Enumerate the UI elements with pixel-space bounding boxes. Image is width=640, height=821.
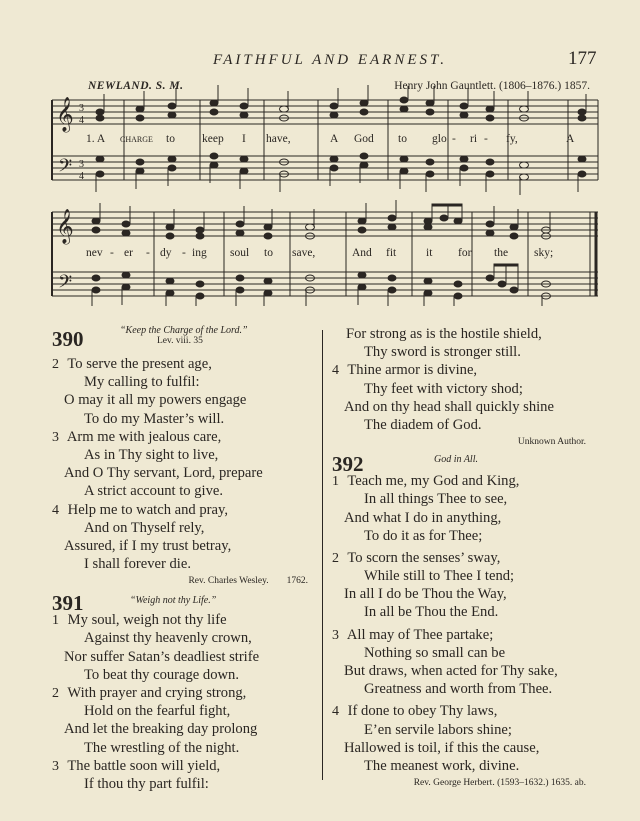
lyric-l2-6: - — [182, 247, 186, 259]
lyric-l2-11: And — [352, 247, 372, 259]
hymn-number: 391 — [52, 591, 84, 616]
verse-line: 3 The battle soon will yield, — [52, 757, 221, 774]
hymn-391-header — [52, 589, 314, 619]
lyric-l2-1: nev — [86, 247, 103, 259]
verse-line: The diadem of God. — [364, 416, 482, 433]
verse-line: Greatness and worth from Thee. — [364, 681, 553, 698]
verse-line: Hallowed is toil, if this the cause, — [344, 739, 540, 756]
verse-line: 3 Arm me with jealous care, — [52, 428, 222, 445]
svg-text:4: 4 — [79, 171, 84, 182]
hymn-title: God in All. — [434, 454, 478, 466]
hymn-number: 390 — [52, 327, 84, 351]
lyric-l1-6: have, — [266, 133, 291, 145]
hymn-392-header — [332, 450, 592, 477]
verse-line: And O Thy servant, Lord, prepare — [64, 465, 263, 482]
verse-line: To do it as for Thee; — [364, 527, 483, 544]
verse-line: To beat thy courage down. — [84, 666, 240, 683]
verse-line: To do my Master’s will. — [84, 410, 225, 427]
verse-line: Thy sword is stronger still. — [364, 344, 521, 361]
lyric-l2-12: fit — [386, 247, 397, 259]
tune-name: NEWLAND. S. M. — [88, 80, 184, 92]
barlines-2 — [154, 212, 596, 296]
verse-line: And on Thyself rely, — [84, 519, 205, 536]
lyric-l1-14: fy, — [506, 133, 518, 145]
system-2 — [52, 200, 598, 306]
hymn-number: 392 — [332, 452, 364, 477]
scripture-reference: Lev. viii. 35 — [157, 336, 203, 346]
lyric-l2-5: dy — [160, 247, 172, 259]
lyric-l2-7: ing — [192, 247, 207, 259]
verse-line: If thou thy part fulfil: — [84, 775, 209, 792]
lyric-l1-4: keep — [202, 133, 224, 145]
bass-staff-1 — [52, 156, 598, 180]
verse-line: E’en servile labors shine; — [364, 721, 512, 738]
verse-line: I shall forever die. — [84, 556, 191, 573]
verse-line: While still to Thee I tend; — [364, 568, 515, 585]
lyric-l1-15: A — [566, 133, 575, 145]
verse-line: For strong as is the hostile shield, — [346, 326, 542, 342]
verse-line: Nothing so small can be — [364, 644, 506, 661]
verse-line: 4 Thine armor is divine, — [332, 362, 478, 379]
verse-line: 1 Teach me, my God and King, — [332, 473, 520, 490]
verse-line: Assured, if I my trust betray, — [64, 537, 232, 554]
lyric-l1-3: to — [166, 133, 175, 145]
treble-clef-icon: 𝄞 — [56, 98, 74, 131]
verse-line: As in Thy sight to live, — [84, 446, 219, 463]
page-number: 177 — [568, 48, 597, 69]
hymn-attribution: Rev. Charles Wesley. 1762. — [188, 576, 308, 587]
lyric-l2-16: sky; — [534, 247, 554, 259]
hymn-attribution: Rev. George Herbert. (1593–1632.) 1635. ab. — [413, 778, 586, 789]
lyric-l2-14: for — [458, 247, 472, 259]
lyric-l1-13: - — [484, 133, 488, 145]
verse-line: Against thy heavenly crown, — [84, 630, 252, 647]
verse-line: The wrestling of the night. — [84, 739, 240, 756]
verse-line: But draws, when acted for Thy sake, — [344, 663, 558, 679]
verse-line: Nor suffer Satan’s deadliest strife — [64, 648, 260, 665]
lyric-l1-5: I — [242, 133, 246, 145]
hymn-attribution: Unknown Author. — [517, 437, 586, 448]
lyric-l1-1: 1. A — [86, 133, 106, 145]
lyric-l1-12: ri — [470, 133, 478, 145]
verse-line: In all things Thee to see, — [364, 491, 508, 508]
right-column — [332, 325, 592, 791]
verse-line: And what I do in anything, — [344, 509, 502, 526]
hymn-title: “Keep the Charge of the Lord.” — [120, 325, 248, 336]
column-divider — [322, 330, 323, 780]
treble-staff-1 — [52, 100, 598, 124]
lyric-l1-11: - — [452, 133, 456, 145]
bass-clef-icon: 𝄢 — [58, 155, 73, 180]
verse-line: 2 To serve the present age, — [52, 356, 212, 372]
verse-line: Hold on the fearful fight, — [84, 703, 231, 720]
verse-line: The meanest work, divine. — [364, 757, 520, 774]
hymn-390-header — [52, 325, 314, 355]
verse-line: 4 Help me to watch and pray, — [52, 501, 228, 518]
left-column — [52, 325, 314, 793]
lyric-l2-2: - — [110, 247, 114, 259]
verse-line: 2 With prayer and crying strong, — [52, 685, 247, 701]
lyric-l1-10: glo — [432, 133, 447, 145]
running-head: FAITHFUL AND EARNEST. — [213, 52, 447, 68]
hymn-title: “Weigh not thy Life.” — [130, 595, 217, 607]
svg-text:3: 3 — [79, 103, 84, 114]
verse-line: A strict account to give. — [84, 483, 224, 500]
lyric-l2-4: - — [146, 247, 150, 259]
verse-line: O may it all my powers engage — [64, 392, 247, 409]
lyric-l1-8: God — [354, 133, 374, 145]
verse-line: 3 All may of Thee partake; — [332, 626, 494, 643]
svg-text:3: 3 — [79, 159, 84, 170]
verse-line: In all I do be Thou the Way, — [344, 586, 507, 603]
tune-composer: Henry John Gauntlett. (1806–1876.) 1857. — [394, 80, 590, 92]
music-score — [0, 0, 640, 310]
verse-line: My calling to fulfil: — [84, 374, 200, 391]
svg-text:4: 4 — [79, 115, 84, 126]
verse-line: Thy feet with victory shod; — [364, 380, 523, 397]
bass-clef-icon: 𝄢 — [58, 271, 73, 296]
lyric-l1-7: A — [330, 133, 339, 145]
verse-line: In all be Thou the End. — [364, 604, 499, 621]
treble-clef-icon: 𝄞 — [56, 210, 74, 243]
lyric-l1-2: charge — [120, 133, 153, 145]
lyric-l2-9: to — [264, 247, 273, 259]
verse-line: 4 If done to obey Thy laws, — [332, 703, 498, 720]
lyric-l2-8: soul — [230, 247, 250, 259]
lyric-l1-9: to — [398, 133, 407, 145]
verse-line: And on thy head shall quickly shine — [344, 398, 554, 415]
lyric-l2-13: it — [426, 247, 433, 259]
verse-line: 1 My soul, weigh not thy life — [52, 612, 227, 629]
verse-line: 2 To scorn the senses’ sway, — [332, 549, 501, 566]
verse-line: And let the breaking day prolong — [64, 721, 258, 738]
lyric-l2-10: save, — [292, 247, 316, 259]
lyric-l2-3: er — [124, 247, 133, 259]
lyric-l2-15: the — [494, 247, 509, 259]
